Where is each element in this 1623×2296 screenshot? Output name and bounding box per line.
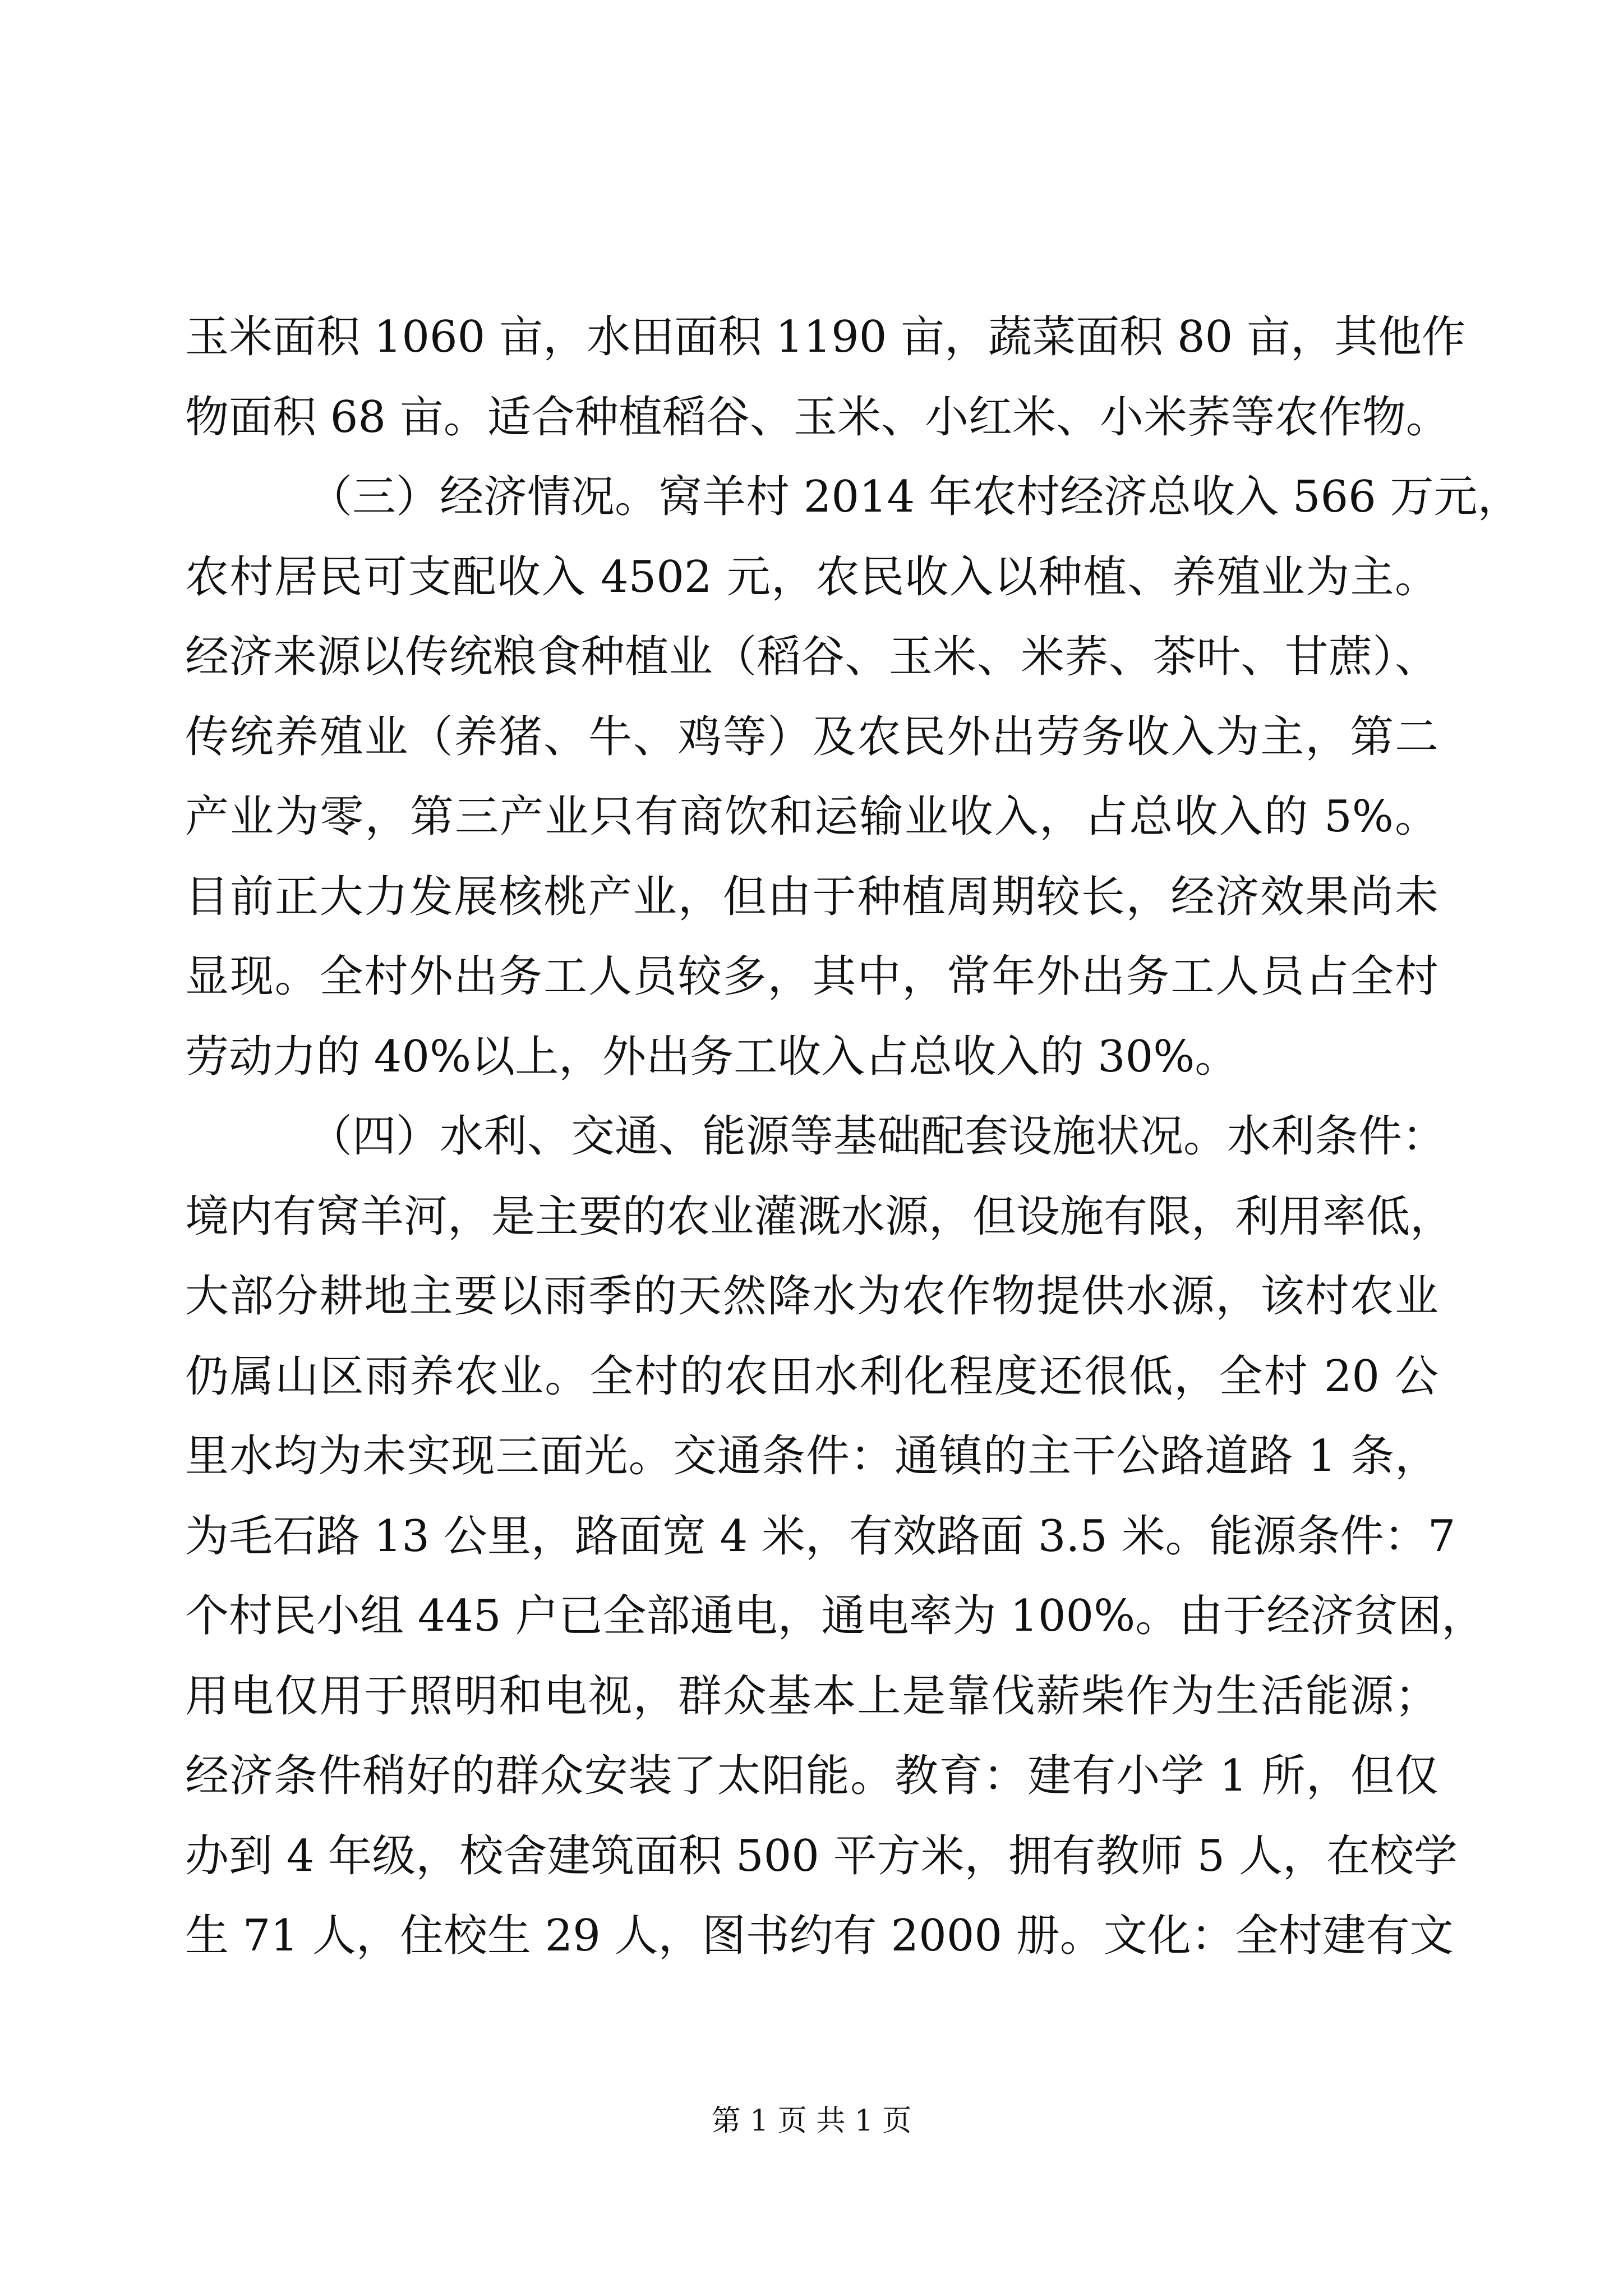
text-line: 劳动力的 40%以上，外出务工收入占总收入的 30%。 — [185, 1031, 1239, 1082]
text-line: 办到 4 年级，校舍建筑面积 500 平方米，拥有教师 5 人，在校学 — [185, 1830, 1458, 1881]
text-line: 仍属山区雨养农业。全村的农田水利化程度还很低，全村 20 公 — [185, 1351, 1438, 1402]
text-line: 物面积 68 亩。适合种植稻谷、玉米、小红米、小米荞等农作物。 — [185, 392, 1450, 443]
text-line: 农村居民可支配收入 4502 元，农民收入以种植、养殖业为主。 — [185, 551, 1438, 602]
text-line: 境内有窝羊河，是主要的农业灌溉水源，但设施有限，利用率低， — [185, 1191, 1454, 1242]
text-line: 产业为零，第三产业只有商饮和运输业收入，占总收入的 5%。 — [185, 792, 1438, 842]
text-line: 传统养殖业（养猪、牛、鸡等）及农民外出劳务收入为主，第二 — [185, 711, 1438, 762]
paragraph-start-line: （三）经济情况。窝羊村 2014 年农村经济总收入 566 万元， — [308, 472, 1521, 522]
text-line: 为毛石路 13 公里，路面宽 4 米，有效路面 3.5 米。能源条件：7 — [185, 1511, 1456, 1562]
text-line: 里水均为未实现三面光。交通条件：通镇的主干公路道路 1 条， — [185, 1431, 1438, 1481]
text-line: 大部分耕地主要以雨季的天然降水为农作物提供水源，该村农业 — [185, 1271, 1438, 1322]
document-body — [185, 297, 1521, 1976]
text-line: 生 71 人，住校生 29 人，图书约有 2000 册。文化：全村建有文 — [185, 1911, 1454, 1961]
text-line: 经济条件稍好的群众安装了太阳能。教育：建有小学 1 所，但仅 — [185, 1751, 1438, 1801]
text-line: 玉米面积 1060 亩，水田面积 1190 亩，蔬菜面积 80 亩，其他作 — [185, 312, 1466, 362]
text-line: 经济来源以传统粮食种植业（稻谷、玉米、米荞、茶叶、甘蔗）、 — [185, 632, 1438, 682]
paragraph-start-line: （四）水利、交通、能源等基础配套设施状况。水利条件： — [308, 1111, 1446, 1162]
text-line: 个村民小组 445 户已全部通电，通电率为 100%。由于经济贫困， — [185, 1591, 1486, 1641]
text-line: 目前正大力发展核桃产业，但由于种植周期较长，经济效果尚未 — [185, 871, 1438, 922]
text-line: 用电仅用于照明和电视，群众基本上是靠伐薪柴作为生活能源； — [185, 1671, 1438, 1722]
page-number-footer: 第 1 页 共 1 页 — [711, 2104, 912, 2138]
text-line: 显现。全村外出务工人员较多，其中，常年外出务工人员占全村 — [185, 951, 1438, 1002]
